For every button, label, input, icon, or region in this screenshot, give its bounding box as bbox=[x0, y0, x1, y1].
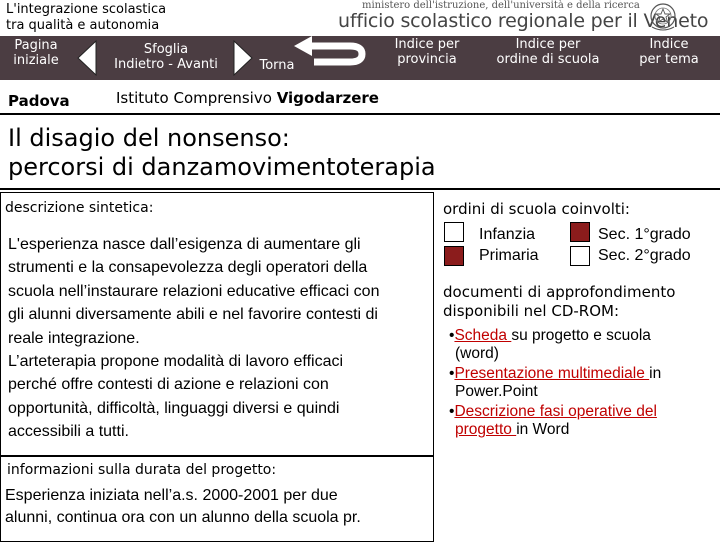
document-text: in Word bbox=[516, 421, 570, 438]
description-label: descrizione sintetica: bbox=[5, 200, 154, 216]
site-title-line2: tra qualità e autonomia bbox=[6, 18, 160, 33]
secondaria-secondo-grado-label: Sec. 2°grado bbox=[598, 247, 691, 264]
primaria-checkbox bbox=[444, 246, 464, 266]
description-line: L’arteterapia propone modalità di lavoro efficaci bbox=[8, 353, 344, 371]
page-title bbox=[8, 124, 436, 182]
document-text: (word) bbox=[455, 345, 499, 362]
description-line: accessibili a tutti. bbox=[8, 423, 129, 441]
page-title-line1: Il disagio del nonsenso: bbox=[8, 124, 290, 152]
scheda-link[interactable]: Scheda bbox=[454, 327, 512, 344]
secondaria-secondo-grado-checkbox bbox=[570, 246, 590, 266]
index-by-school-level-line1: Indice per bbox=[515, 37, 581, 52]
documents-label-line1: documenti di approfondimento bbox=[443, 283, 676, 301]
index-by-school-level-button[interactable] bbox=[488, 37, 608, 67]
divider bbox=[0, 113, 720, 115]
description-line: perché offre contesti di azione e relazioni con bbox=[8, 376, 329, 394]
document-item bbox=[449, 403, 714, 439]
index-by-theme-line2: per tema bbox=[639, 52, 699, 67]
document-text: in bbox=[649, 365, 662, 382]
office-name: ufficio scolastico regionale per il Veneto bbox=[338, 10, 709, 32]
index-by-province-button[interactable] bbox=[384, 37, 470, 67]
duration-line1: Esperienza iniziata nell’a.s. 2000-2001 per due bbox=[5, 487, 338, 504]
site-title-line1: L'integrazione scolastica bbox=[6, 2, 167, 17]
school-town: Vigodarzere bbox=[276, 89, 379, 107]
browse-button[interactable] bbox=[104, 42, 228, 72]
duration-text bbox=[5, 485, 361, 529]
description-line: opportunità, difficoltà, linguaggi diversi e quindi bbox=[8, 399, 340, 417]
index-by-province-line1: Indice per bbox=[394, 37, 460, 52]
school-name bbox=[116, 89, 379, 107]
page-title-line2: percorsi di danzamovimentoterapia bbox=[8, 153, 436, 181]
site-title bbox=[6, 2, 166, 34]
infanzia-checkbox bbox=[444, 222, 464, 242]
previous-arrow-icon[interactable] bbox=[76, 39, 98, 77]
index-by-province-line2: provincia bbox=[397, 52, 457, 67]
index-by-theme-line1: Indice bbox=[649, 37, 689, 52]
document-text: Power.Point bbox=[455, 383, 538, 400]
ministry-name: ministero dell'istruzione, dell'università e della ricerca bbox=[362, 0, 640, 11]
description-line: strumenti e la consapevolezza degli operatori della bbox=[8, 259, 368, 277]
school-prefix: Istituto Comprensivo bbox=[116, 89, 272, 107]
description-line: scuola nell’instaurare relazioni educative efficaci con bbox=[8, 282, 380, 300]
home-button-line1: Pagina bbox=[14, 38, 58, 53]
documents-label bbox=[443, 283, 675, 321]
documents-label-line2: disponibili nel CD-ROM: bbox=[443, 302, 620, 320]
document-text: su progetto e scuola bbox=[511, 327, 651, 344]
primaria-label: Primaria bbox=[479, 247, 539, 264]
browse-button-line2: Indietro - Avanti bbox=[114, 57, 218, 72]
province-label: Padova bbox=[8, 92, 70, 110]
republic-emblem-icon bbox=[648, 1, 678, 33]
navigation-bar bbox=[0, 36, 720, 80]
school-levels-label: ordini di scuola coinvolti: bbox=[443, 200, 630, 218]
divider bbox=[0, 188, 720, 190]
duration-label: informazioni sulla durata del progetto: bbox=[7, 462, 277, 478]
document-item bbox=[449, 327, 714, 363]
next-arrow-icon[interactable] bbox=[232, 39, 254, 77]
home-button[interactable] bbox=[6, 38, 66, 68]
description-text bbox=[8, 233, 430, 444]
descrizione-fasi-link[interactable]: Descrizione fasi operative del bbox=[454, 403, 657, 420]
back-button[interactable]: Torna bbox=[259, 58, 295, 73]
index-by-school-level-line2: ordine di scuola bbox=[496, 52, 600, 67]
presentazione-link[interactable]: Presentazione multimediale bbox=[454, 365, 650, 382]
descrizione-fasi-link[interactable]: progetto bbox=[455, 421, 517, 438]
secondaria-primo-grado-label: Sec. 1°grado bbox=[598, 226, 691, 243]
bullet: • bbox=[449, 365, 455, 382]
description-line: reale integrazione. bbox=[8, 329, 140, 347]
duration-line2: alunni, continua ora con un alunno della scuola pr. bbox=[5, 509, 361, 526]
return-arrow-icon[interactable] bbox=[292, 34, 372, 68]
description-line: L'esperienza nasce dall’esigenza di aumentare gli bbox=[8, 236, 361, 253]
bullet: • bbox=[449, 327, 455, 344]
bullet: • bbox=[449, 403, 455, 420]
document-item bbox=[449, 365, 714, 401]
secondaria-primo-grado-checkbox bbox=[570, 222, 590, 242]
browse-button-line1: Sfoglia bbox=[143, 42, 189, 57]
home-button-line2: iniziale bbox=[13, 53, 59, 68]
description-line: gli alunni diversamente abili e nel favorire contesti di bbox=[8, 306, 378, 324]
index-by-theme-button[interactable] bbox=[632, 37, 706, 67]
infanzia-label: Infanzia bbox=[479, 226, 536, 243]
